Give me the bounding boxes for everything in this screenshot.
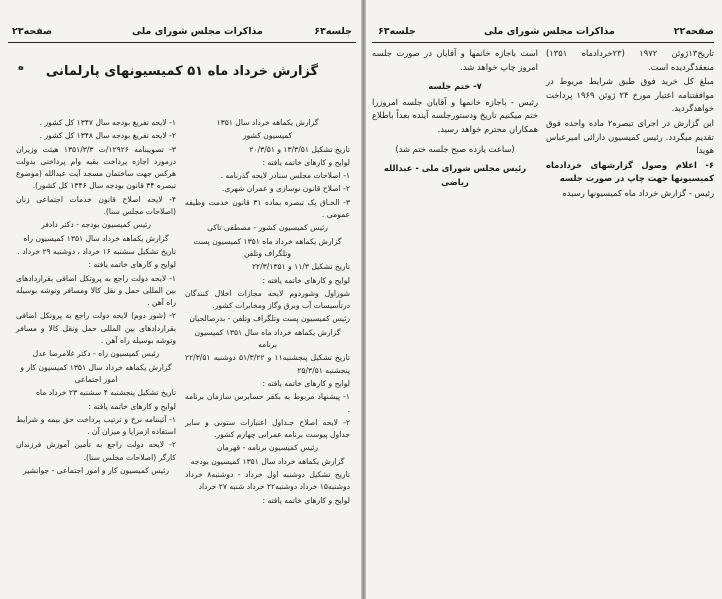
signature-line: رئیس کمیسیون پست وتلگراف وتلفن - بدرصالحیان: [189, 314, 350, 324]
list-item: ۱- پیشنهاد مربوط به بکفر حسابرس سازمان برنامه .: [185, 392, 350, 414]
list-heading: لوایح و کارهای خاتمه یافته :: [262, 378, 350, 388]
meeting-dates: تاریخ تشکیل سشنبه ۱۶ خرداد ، دوشنبه ۲۹ خرداد .: [17, 246, 176, 256]
list-heading: لوایح و کارهای خاتمه یافته :: [88, 401, 176, 411]
section-heading: ۶- اعلام وصول گزارشهای خردادماه کمیسیونها جهت چاپ در صورت جلسه: [546, 159, 714, 184]
meeting-dates: تاریخ تشکیل پنجشنبه۱۱ و ۵۱/۳/۲۲ دوشنبه ۲۲/۳/۵۱ پنجشنبه ۲۵/۳/۵۱: [185, 353, 350, 375]
page-22: [364, 0, 722, 599]
page-header: [372, 26, 714, 40]
signature-line: رئیس کمیسیون برنامه - قهرمان: [216, 443, 319, 453]
session-end-note: (ساعت یازده صبح جلسه ختم شد): [395, 143, 515, 154]
list-item: ۳- تصویبنامه ۱۲۹۲۶/ت ۱۳۵۱/۳/۳ هیئت وزیران درمورد اجازه پرداخت بقیه وام پرداختی بدولت هرکس جهت ساختمان مسجد آیت عبدالله (موضوع تبصره ۳۴ قانون بودجه سال ۱۳۴۶ کل کشور).: [16, 144, 176, 191]
column-left: [16, 117, 176, 478]
report-heading: گزارش یکماهه خرداد سال ۱۳۵۱ کمیسیون بودجه: [190, 456, 345, 466]
list-item: ۳- الحـاق یک تبصره بماده ۳۱ قانون خدمت وظیفه عمومی .: [185, 197, 350, 220]
list-item: ۲- لایحه تفریغ بودجه سال ۱۳۴۸ کل کشور .: [39, 131, 176, 141]
committee-name: کمیسیون کشور: [242, 131, 293, 141]
list-item: ۱- لایحه دولت راجع به پروتکل اضافی بقراردادهای بین المللی حمل و نقل کالا ومسافر وتوشه بوسیله راه آهن .: [16, 273, 176, 308]
meeting-dates: تاریخ تشکیل دوشنبه اول خرداد - دوشنبه۸ خرداد دوشنبه۱۵ خرداد دوشنبه۲۲ خرداد شنبه ۲۷ خرداد: [185, 470, 351, 492]
header-rule: [372, 42, 714, 43]
report-heading: گزارش یکماهه خرداد سال ۱۳۵۱ کمیسیون راه: [23, 233, 169, 243]
list-heading: لوایح و کارهای خاتمه یافته :: [262, 275, 350, 285]
paragraph: است باجازه خانمها و آقایان در صورت جلسه امروز چاپ خواهد شد.: [372, 48, 538, 72]
signature-line: رئیس کمیسیون کشور - مصطفی تاکی: [207, 223, 328, 233]
list-heading: لوایح و کارهای خاتمه یافته :: [262, 157, 350, 167]
meeting-dates: تاریخ تشکیل ۱۱/۳ و ۲۲/۳/۱۳۵۱: [251, 262, 350, 272]
paragraph: مبلغ کل خرید فوق طبق شرایط مربوط در موافقتنامه اعتبار مورخ ۲۴ ژوئن ۱۹۶۹ پرداخت خواهدگردید.: [546, 76, 715, 114]
report-heading: گزارش یکماهه خرداد سال ۱۳۵۱: [216, 118, 319, 127]
report-heading: گزارش یکماهه خرداد سال ۱۳۵۱ کمیسیون کار و امور اجتماعی: [20, 362, 172, 384]
paragraph: رئیس - باجازه خانمها و آقایان جلسه امروزرا ختم میکنیم تاریخ ودستورجلسه آینده بعداً باطلاع همکاران محترم خواهد رسید.: [372, 96, 538, 134]
list-item: ۱- آئیننامه نرخ و ترتیب پرداخت حق بیمه و شرایط استفاده ازمزایا و میزان آن .: [16, 414, 176, 437]
list-item: ۲- اصلاح قانون نوسازی و عمران شهری.: [221, 184, 350, 194]
list-item: ۱- لایحه تفریغ بودجه سال ۱۳۴۷ کل کشور .: [39, 118, 176, 127]
page-number: صفحه۲۲: [673, 26, 714, 37]
list-item: ۴- لایحه اصلاح قانون خدمات اجتماعی زنان (اصلاحات مجلس سنا).: [16, 194, 176, 217]
paragraph: تاریخ۱۳ژوئن ۱۹۷۲ (۲۳خردادماه ۱۳۵۱) منعقدگردیده است.: [546, 48, 714, 72]
meeting-dates: تاریخ تشکیل ۱۳/۳/۵۱ و ۲۰/۳/۵۱: [249, 144, 350, 154]
page-number: صفحه۲۳: [12, 26, 53, 37]
signature-line: رئیس کمیسیون بودجه - دکتر دادفر: [41, 220, 151, 230]
session-label: جلسه۶۳: [378, 26, 416, 37]
list-heading: لوایح و کارهای خاتمه یافته :: [88, 260, 176, 270]
list-heading: لوایح و کارهای خاتمه یافته :: [262, 495, 350, 505]
page-header: [8, 26, 356, 40]
report-title: گزارش خرداد ماه ۵۱ کمیسیونهای پارلمانی: [45, 64, 319, 79]
list-item: ۲- (شور دوم) لایحه دولت راجع به پروتکل اضافی بقراردادهای بین المللی حمل ونقل کالا و مسافر وتوشه بوسیله راه آهن .: [16, 311, 176, 346]
signature-line: رئیس کمیسیون راه - دکتر غلامرضا عدل: [32, 349, 160, 359]
column-left: [372, 47, 538, 190]
list-item: شوراول وشوردوم لایحه مجازات اخلال کنندگان درتأسیسات آب وبرق وگاز ومخابرات کشور.: [185, 288, 350, 311]
list-item: ۲- لایحه اصلاح جـداول اعتبارات ستونی و سایر جداول پیوست برنامه عمرانی چهارم کشور.: [185, 417, 350, 440]
section-mark: ه: [18, 62, 24, 73]
list-item: ۱- اصلاحات مجلس سنادر لایحه گذرنامه .: [220, 171, 350, 181]
paragraph: این گزارش در اجرای تبصره۲ ماده واحده فوق تقدیم میگردد. رئیس کمیسیون دارائی امیرعباس هویدا: [546, 117, 714, 156]
list-item: ۲- لایحه دولت راجع به تأمین آموزش فرزندان کارگر (اصلاحات مجلس سنا).: [16, 440, 176, 462]
report-heading: گزارش یکماهه خرداد ماه سال ۱۳۵۱ کمیسیون برنامه: [194, 327, 341, 350]
session-label: جلسه۶۳: [314, 26, 352, 37]
running-title: مذاکرات مجلس شورای ملی: [132, 26, 263, 37]
report-heading: گزارش یکماهه خرداد ماه ۱۳۵۱ کمیسیون پست وتلگراف وتلفن: [193, 236, 342, 258]
signature-line: رئیس مجلس شورای ملی - عبدالله ریاضی: [383, 163, 527, 187]
meeting-dates: تاریخ تشکیل پنجشنبه ۴ سشنبه ۲۳ خرداد ماه: [35, 388, 176, 398]
column-right: [546, 47, 714, 202]
paragraph: رئیس - گزارش خرداد ماه کمیسیونها رسیده: [562, 187, 714, 198]
header-rule: [8, 42, 356, 43]
signature-line: رئیس کمیسیون کار و امور اجتماعی - جوانشیر: [22, 466, 170, 476]
section-heading: ۷- ختم جلسه: [428, 81, 482, 92]
column-right: [185, 117, 350, 508]
running-title: مذاکرات مجلس شورای ملی: [484, 26, 615, 37]
